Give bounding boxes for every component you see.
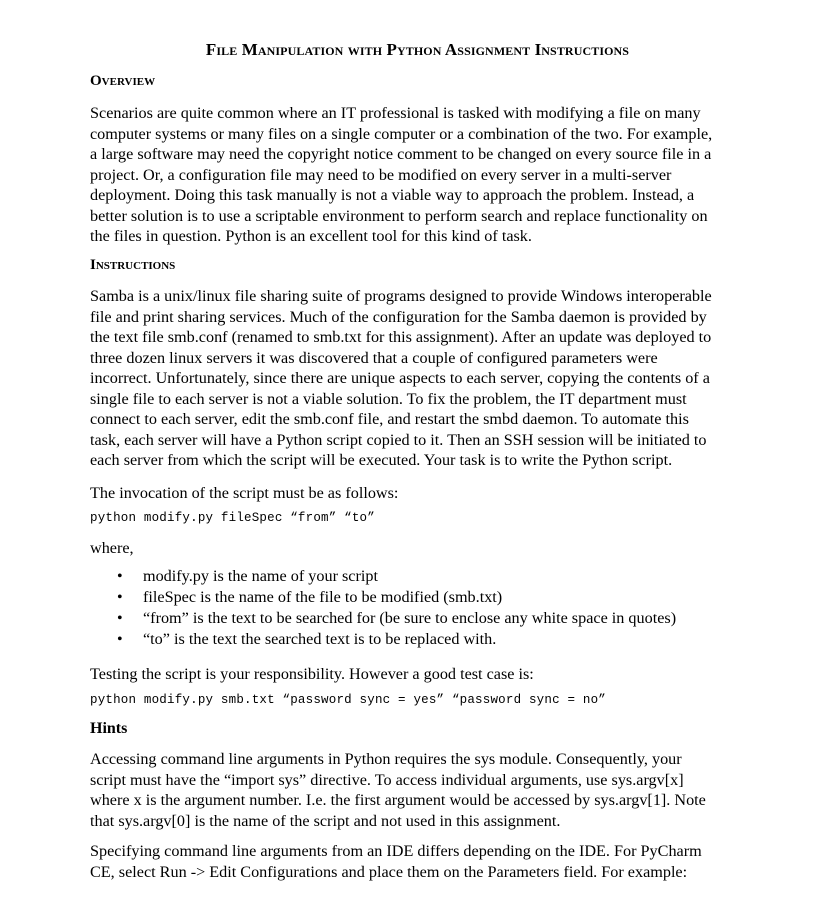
instructions-line: three dozen linux servers it was discovered that a couple of configured parameters were bbox=[90, 348, 658, 367]
instructions-line: connect to each server, edit the smb.conf file, and restart the smbd daemon. To automate this bbox=[90, 410, 689, 428]
hints-paragraph-1 bbox=[90, 749, 790, 831]
list-item-text: “from” is the text to be searched for (be sure to enclose any white space in quotes) bbox=[143, 609, 677, 627]
document-title: File Manipulation with Python Assignment Instructions bbox=[205, 40, 630, 59]
instructions-heading: Instructions bbox=[90, 257, 176, 273]
testing-code: python modify.py smb.txt “password sync = yes” “password sync = no” bbox=[90, 693, 606, 707]
overview-line: the files in question. Python is an excellent tool for this kind of task. bbox=[90, 227, 532, 245]
list-item bbox=[90, 566, 676, 587]
hints-line: CE, select Run -> Edit Configurations and place them on the Parameters field. For example: bbox=[90, 862, 688, 881]
instructions-paragraph bbox=[90, 286, 790, 471]
hints-line: Specifying command line arguments from an IDE differs depending on the IDE. For PyCharm bbox=[90, 842, 702, 860]
list-item bbox=[90, 587, 676, 608]
list-item-text: modify.py is the name of your script bbox=[143, 567, 378, 585]
hints-heading: Hints bbox=[90, 720, 128, 737]
hints-line: script must have the “import sys” directive. To access individual arguments, use sys.argv[x] bbox=[90, 770, 684, 789]
overview-line: a large software may need the copyright notice comment to be changed on every source file in a bbox=[90, 145, 712, 163]
where-text bbox=[90, 538, 790, 559]
bullet-icon: • bbox=[117, 610, 123, 627]
bullet-icon: • bbox=[117, 568, 123, 585]
list-item-text: fileSpec is the name of the file to be modified (smb.txt) bbox=[143, 588, 503, 606]
instructions-line: file and print sharing services. Much of the configuration for the Samba daemon is provided by bbox=[90, 307, 707, 326]
overview-heading: Overview bbox=[90, 73, 156, 89]
instructions-line: each server from which the script will be executed. Your task is to write the Python script. bbox=[90, 451, 673, 469]
overview-line: better solution is to use a scriptable environment to perform search and replace functionality on bbox=[90, 206, 708, 225]
instructions-line: the text file smb.conf (renamed to smb.txt for this assignment). After an update was deployed to bbox=[90, 328, 712, 346]
list-item bbox=[90, 629, 676, 650]
overview-line: Scenarios are quite common where an IT professional is tasked with modifying a file on many bbox=[90, 104, 701, 122]
invocation-line: The invocation of the script must be as follows: bbox=[90, 484, 399, 502]
instructions-line: task, each server will have a Python script copied to it. Then an SSH session will be initiated to bbox=[90, 430, 707, 449]
hints-line: that sys.argv[0] is the name of the script and not used in this assignment. bbox=[90, 811, 561, 830]
bullet-icon: • bbox=[117, 589, 123, 606]
argument-list bbox=[90, 566, 676, 650]
testing-line: Testing the script is your responsibility. However a good test case is: bbox=[90, 665, 534, 683]
invocation-code: python modify.py fileSpec “from” “to” bbox=[90, 511, 375, 525]
list-item-text: “to” is the text the searched text is to be replaced with. bbox=[143, 630, 497, 648]
where-line: where, bbox=[90, 539, 134, 557]
overview-line: computer systems or many files on a single computer or a combination of the two. For example, bbox=[90, 124, 713, 143]
hints-line: where x is the argument number. I.e. the first argument would be accessed by sys.argv[1]. Note bbox=[90, 791, 706, 809]
instructions-line: incorrect. Unfortunately, since there are unique aspects to each server, copying the contents of a bbox=[90, 369, 710, 387]
hints-paragraph-2 bbox=[90, 841, 790, 882]
overview-line: deployment. Doing this task manually is not a viable way to approach the problem. Instead, a bbox=[90, 186, 695, 204]
instructions-line: single file to each server is not a viable solution. To fix the problem, the IT department must bbox=[90, 389, 687, 408]
testing-text bbox=[90, 664, 790, 685]
overview-paragraph bbox=[90, 103, 790, 247]
bullet-icon: • bbox=[117, 631, 123, 648]
instructions-line: Samba is a unix/linux file sharing suite of programs designed to provide Windows interoperable bbox=[90, 287, 712, 305]
overview-line: project. Or, a configuration file may need to be modified on every server in a multi-server bbox=[90, 165, 672, 184]
invocation-text bbox=[90, 483, 790, 504]
list-item bbox=[90, 608, 676, 629]
hints-line: Accessing command line arguments in Python requires the sys module. Consequently, your bbox=[90, 750, 682, 768]
